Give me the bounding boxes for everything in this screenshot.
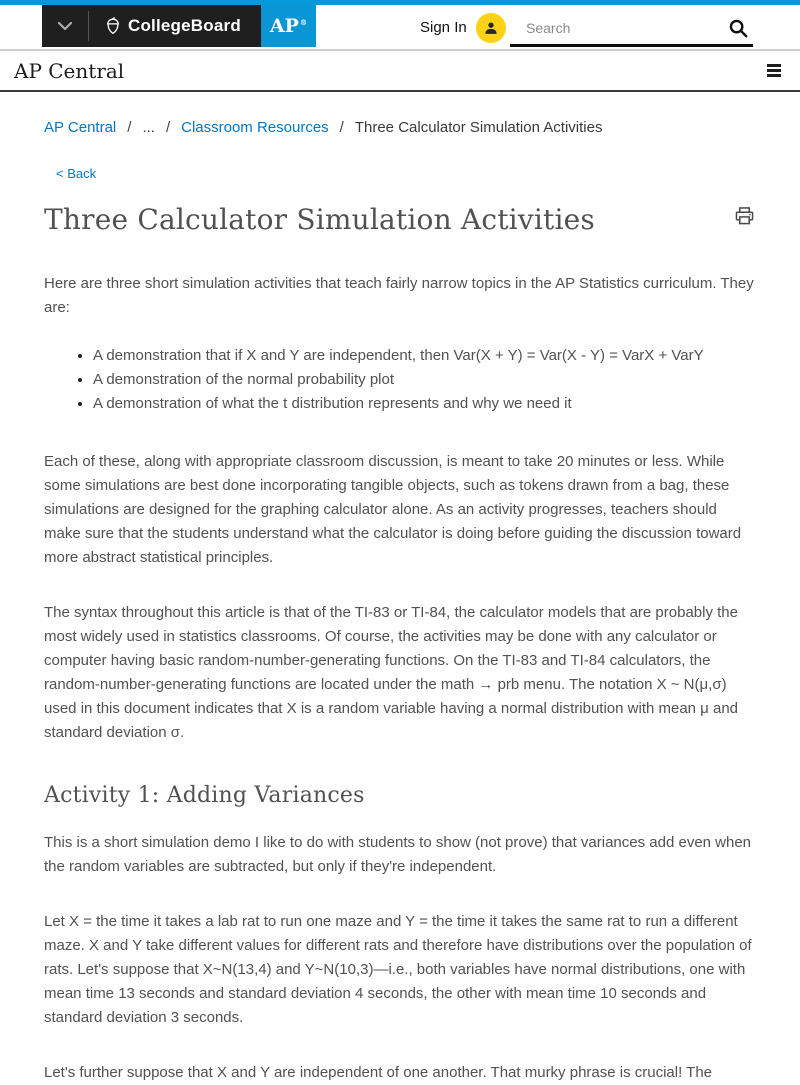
main-content [0,119,800,1085]
site-bar [0,51,800,92]
ap-logo-registered-mark: ® [299,17,307,27]
hamburger-icon [767,64,781,77]
account-avatar[interactable] [476,13,506,43]
site-title: AP Central [14,58,125,83]
breadcrumb-separator: / [339,119,344,136]
menu-button[interactable] [763,60,785,81]
site-switcher-button[interactable] [42,5,88,47]
intro-paragraph: Here are three short simulation activities that teach fairly narrow topics in the AP Statistics curriculum. They are: [44,275,754,316]
search-bar [510,11,753,47]
chevron-down-icon [57,21,73,31]
page-title: Three Calculator Simulation Activities [44,203,595,236]
paragraph-syntax: The syntax throughout this article is that of the TI-83 or TI-84, the calculator models that are probably the most widely used in statistics classrooms. Of course, the activities may be done with any calculator or computer having basic random-number-generating functions. On the TI-83 and TI-84 calculators, the random-number-generating functions are located under the math → prb menu. The notation X ~ N(μ,σ) used in this document indicates that X is a random variable having a normal distribution with mean μ and standard deviation σ. [44,604,739,741]
breadcrumb-current-page: Three Calculator Simulation Activities [354,119,603,136]
acorn-icon [105,17,121,35]
collegeboard-logo[interactable] [89,16,261,36]
list-item: • A demonstration of what the t distribution represents and why we need it [93,392,744,416]
brand-nav [42,5,316,47]
print-button[interactable] [733,205,756,230]
list-item: • A demonstration of the normal probability plot [93,368,744,392]
breadcrumb-separator: / [127,119,132,136]
breadcrumb-separator: / [165,119,171,136]
paragraph-each-of-these: Each of these, along with appropriate classroom discussion, is meant to take 20 minutes or less. While some simulations are best done incorporating tangible objects, such as tokens drawn from a bag, these simulations are designed for the graphing calculator alone. As an activity progresses, teachers should make sure that the students understand what the calculator is doing before guiding the discussion toward more abstract statistical principles. [44,453,742,566]
search-button[interactable] [723,13,753,43]
collegeboard-logo-text: CollegeBoard [128,16,241,35]
breadcrumb-ellipsis: ... [142,119,155,136]
title-row [44,201,756,238]
person-icon [482,19,500,37]
topic-list [44,344,744,416]
printer-icon [735,207,754,225]
back-link[interactable]: < Back [56,166,97,181]
signin-cluster [420,11,506,44]
article-body [44,272,756,1085]
breadcrumb-link-ap-central[interactable]: AP Central [44,119,117,136]
activity1-heading: Activity 1: Adding Variances [44,783,365,808]
ap-logo[interactable] [261,5,316,47]
search-input[interactable] [510,20,723,36]
list-item: • A demonstration that if X and Y are independent, then Var(X + Y) = Var(X - Y) = VarX + VarY [93,344,744,368]
breadcrumb-link-classroom-resources[interactable]: Classroom Resources [181,119,329,136]
search-icon [727,17,749,39]
paragraph-demo: This is a short simulation demo I like to do with students to show (not prove) that variances add even when the random variables are subtracted, but only if they're independent. [44,834,752,875]
global-header [0,5,800,51]
paragraph-partial: Let's further suppose that X and Y are independent of one another. That murky phrase is crucial! The [44,1064,713,1081]
ap-logo-text: AP [269,15,299,37]
breadcrumb [44,119,756,136]
paragraph-maze: Let X = the time it takes a lab rat to run one maze and Y = the time it takes the same rat to run a different maze. X and Y take different values for different rats and therefore have distributions over the population of rats. Let's suppose that X~N(13,4) and Y~N(10,3)—i.e., both variables have normal distributions, one with mean time 13 seconds and standard deviation 4 seconds, the other with mean time 10 seconds and standard deviation 3 seconds. [44,913,752,1026]
sign-in-link[interactable]: Sign In [420,19,467,36]
brand-nav-dark [42,5,261,47]
